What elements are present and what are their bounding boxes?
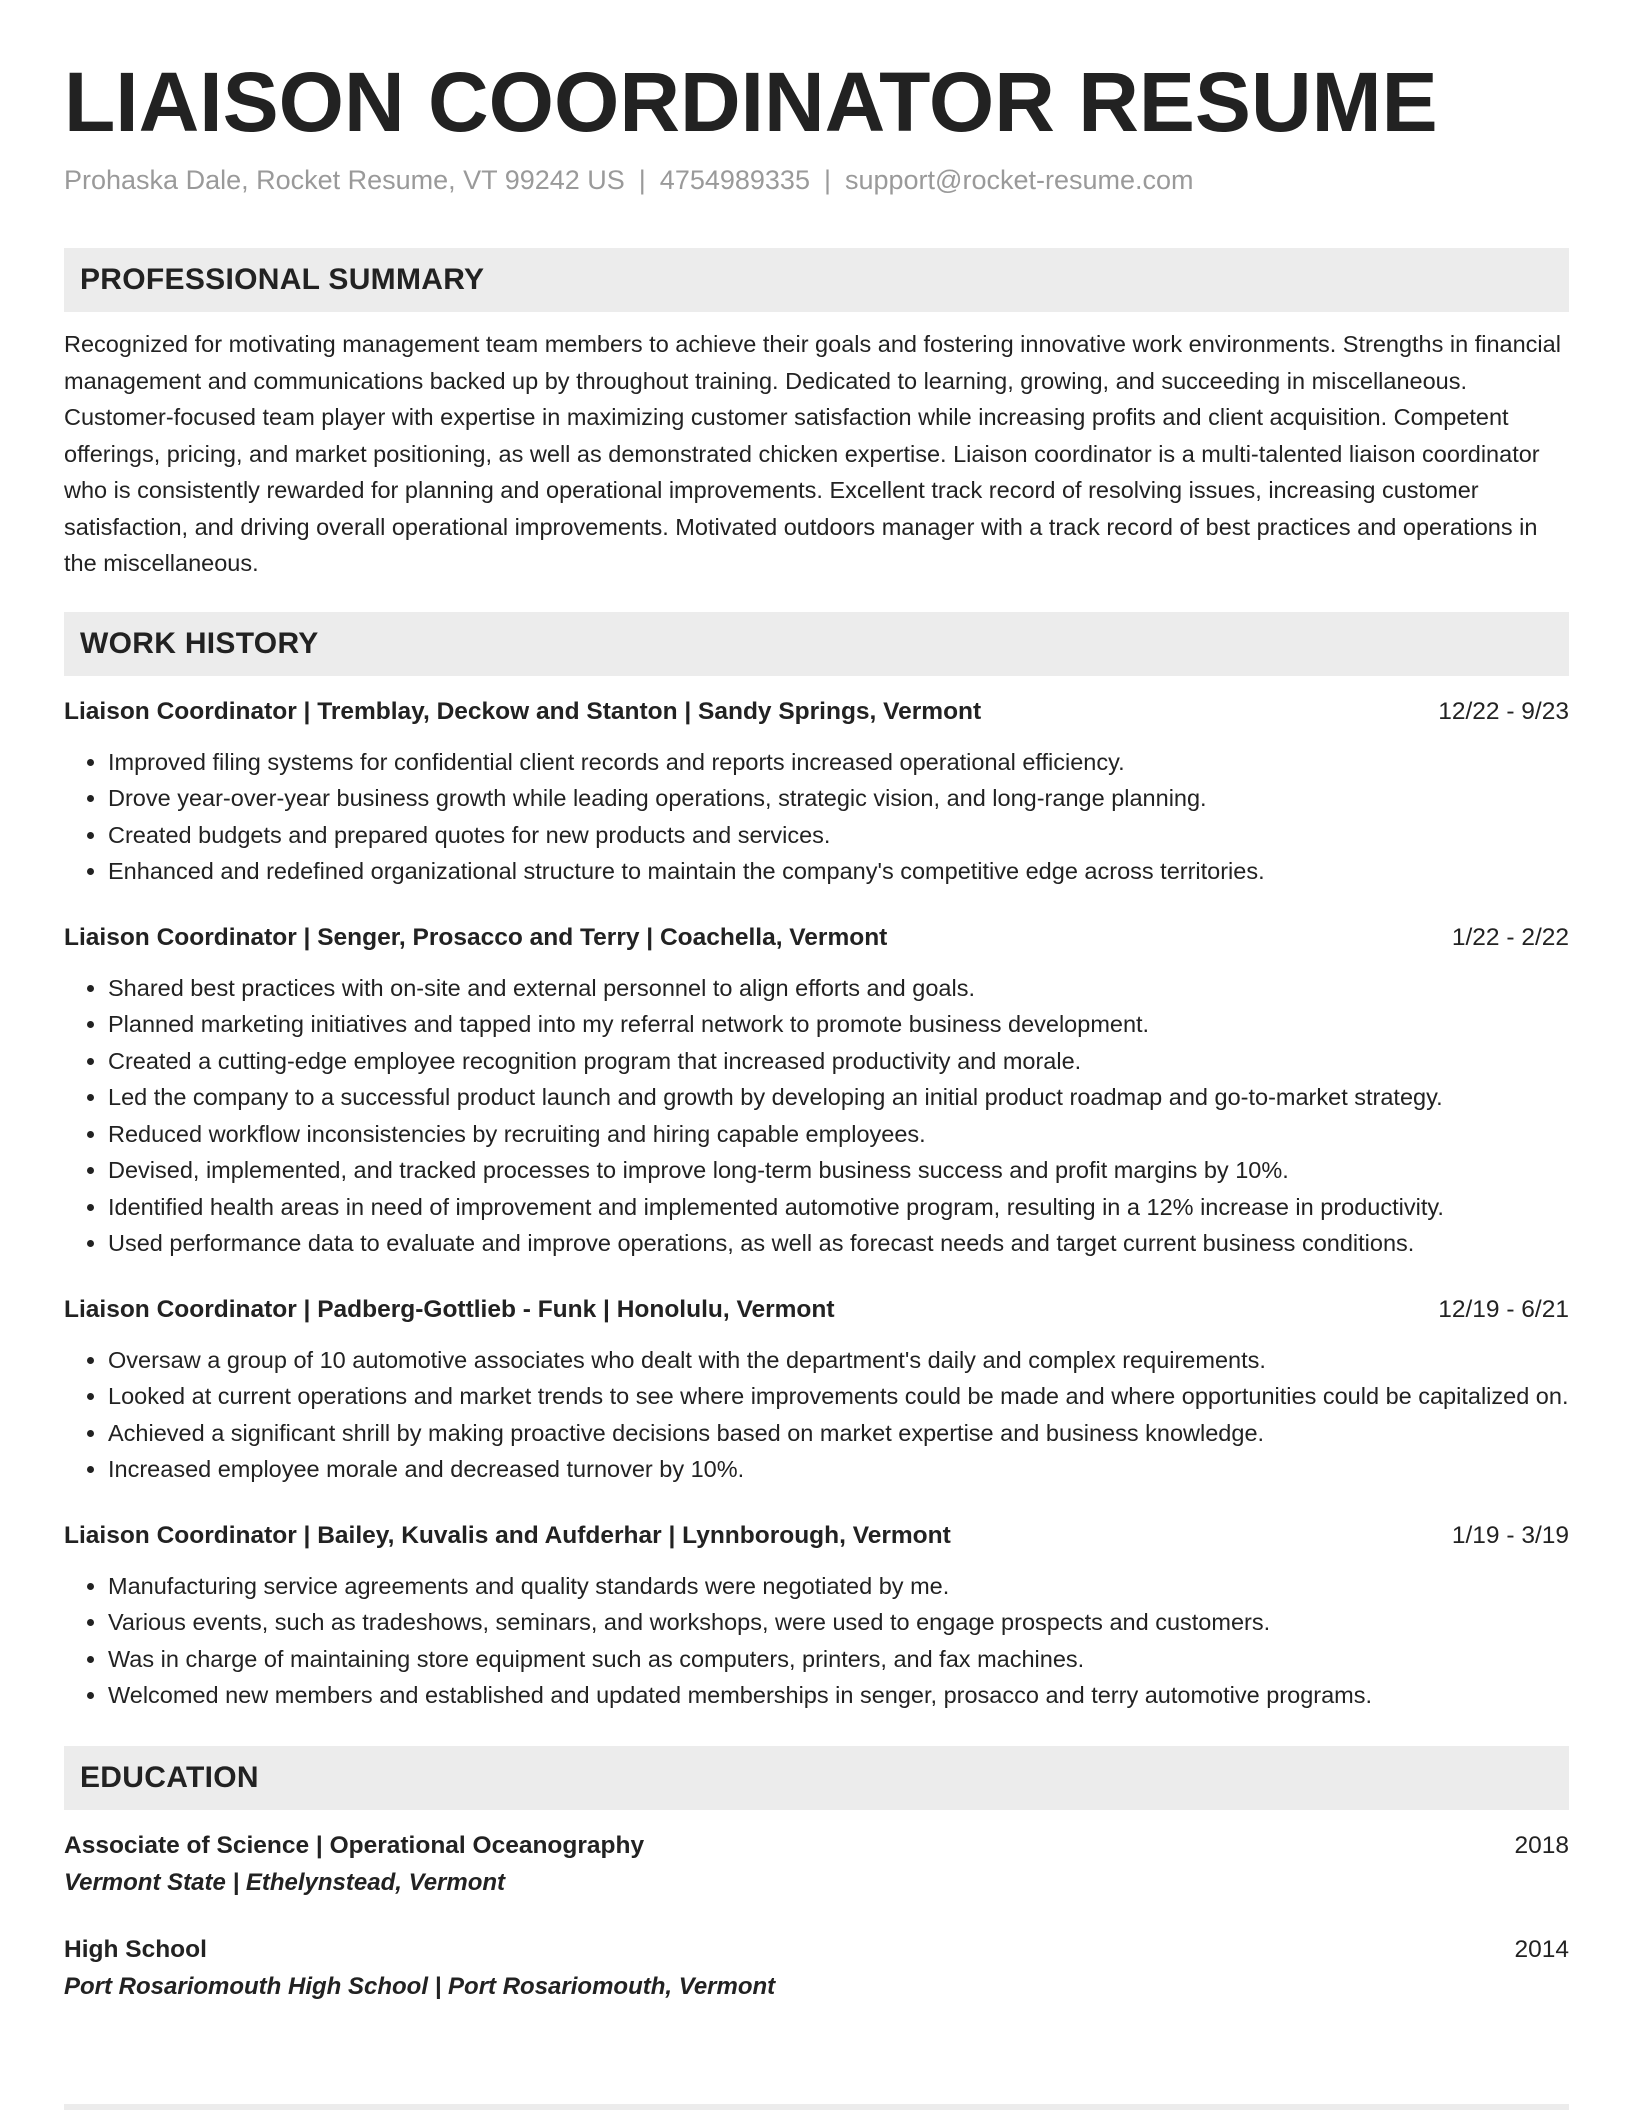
job-bullet: • Various events, such as tradeshows, seminars, and workshops, were used to engage prospects and customers.	[108, 1604, 1569, 1641]
education-heading: EDUCATION	[80, 1760, 259, 1794]
job-dates: 12/22 - 9/23	[1438, 697, 1569, 725]
job-entry	[64, 1292, 1569, 1488]
job-bullet: • Improved filing systems for confidential client records and reports increased operational efficiency.	[108, 744, 1569, 781]
contact-separator: |	[823, 165, 831, 195]
job-dates: 12/19 - 6/21	[1438, 1295, 1569, 1323]
job-title: Liaison Coordinator | Tremblay, Deckow and Stanton | Sandy Springs, Vermont	[64, 697, 982, 725]
education-header	[64, 1932, 1569, 1968]
summary-section-header	[64, 248, 1569, 312]
job-bullet: • Reduced workflow inconsistencies by recruiting and hiring capable employees.	[108, 1116, 1569, 1153]
job-entry	[64, 1518, 1569, 1714]
job-bullet: • Oversaw a group of 10 automotive associates who dealt with the department's daily and complex requirements.	[108, 1342, 1569, 1379]
education-school: Port Rosariomouth High School | Port Rosariomouth, Vermont	[64, 1972, 776, 2000]
job-entry	[64, 694, 1569, 890]
job-bullet: • Was in charge of maintaining store equipment such as computers, printers, and fax machines.	[108, 1641, 1569, 1678]
resume-title: LIAISON COORDINATOR RESUME	[64, 55, 1438, 149]
education-year: 2018	[1514, 1831, 1569, 1859]
work-heading: WORK HISTORY	[80, 626, 319, 660]
work-section-header	[64, 612, 1569, 676]
job-bullet: • Manufacturing service agreements and quality standards were negotiated by me.	[108, 1568, 1569, 1605]
job-bullet: • Welcomed new members and established and updated memberships in senger, prosacco and terry automotive programs.	[108, 1677, 1569, 1714]
contact-email: support@rocket-resume.com	[844, 165, 1194, 195]
job-bullet: • Created budgets and prepared quotes for new products and services.	[108, 817, 1569, 854]
job-bullet: • Achieved a significant shrill by making proactive decisions based on market expertise and business knowledge.	[108, 1415, 1569, 1452]
job-bullet: • Created a cutting-edge employee recognition program that increased productivity and morale.	[108, 1043, 1569, 1080]
education-school: Vermont State | Ethelynstead, Vermont	[64, 1868, 506, 1896]
job-dates: 1/19 - 3/19	[1451, 1521, 1569, 1549]
contact-line	[64, 162, 1569, 198]
job-bullet: • Drove year-over-year business growth while leading operations, strategic vision, and long-range planning.	[108, 780, 1569, 817]
education-year: 2014	[1514, 1935, 1569, 1963]
education-entry	[64, 1828, 1569, 1902]
job-header	[64, 1518, 1569, 1554]
education-header	[64, 1828, 1569, 1864]
job-bullet: • Used performance data to evaluate and improve operations, as well as forecast needs and target current business conditions.	[108, 1225, 1569, 1262]
job-bullet: • Looked at current operations and market trends to see where improvements could be made and where opportunities could be capitalized on.	[108, 1378, 1569, 1415]
job-bullets	[64, 1342, 1569, 1488]
job-bullet: • Increased employee morale and decreased turnover by 10%.	[108, 1451, 1569, 1488]
job-bullet: • Led the company to a successful product launch and growth by developing an initial product roadmap and go-to-market strategy.	[108, 1079, 1569, 1116]
education-degree: Associate of Science | Operational Oceanography	[64, 1831, 645, 1859]
job-entry	[64, 920, 1569, 1262]
summary-text: Recognized for motivating management team members to achieve their goals and fostering innovative work environments. Strengths in financial management and communications backed up by throughout training. Dedicated to learning, growing, and succeeding in miscellaneous. Customer-focused team player with expertise in maximizing customer satisfaction while increasing profits and client acquisition. Competent offerings, pricing, and market positioning, as well as demonstrated chicken expertise. Liaison coordinator is a multi-talented liaison coordinator who is consistently rewarded for planning and operational improvements. Excellent track record of resolving issues, increasing customer satisfaction, and driving overall operational improvements. Motivated outdoors manager with a track record of best practices and operations in the miscellaneous.	[64, 331, 1561, 576]
education-degree: High School	[64, 1935, 207, 1963]
job-title: Liaison Coordinator | Padberg-Gottlieb - Funk | Honolulu, Vermont	[64, 1295, 835, 1323]
job-header	[64, 920, 1569, 956]
education-section-header	[64, 1746, 1569, 1810]
job-bullets	[64, 1568, 1569, 1714]
job-title: Liaison Coordinator | Bailey, Kuvalis and Aufderhar | Lynnborough, Vermont	[64, 1521, 951, 1549]
bottom-divider	[64, 2104, 1569, 2110]
job-bullet: • Planned marketing initiatives and tapped into my referral network to promote business development.	[108, 1006, 1569, 1043]
job-header	[64, 1292, 1569, 1328]
job-bullet: • Devised, implemented, and tracked processes to improve long-term business success and profit margins by 10%.	[108, 1152, 1569, 1189]
contact-separator: |	[638, 165, 646, 195]
contact-phone: 4754989335	[659, 165, 810, 195]
contact-address: Prohaska Dale, Rocket Resume, VT 99242 US	[64, 165, 625, 195]
job-bullet: • Identified health areas in need of improvement and implemented automotive program, resulting in a 12% increase in productivity.	[108, 1189, 1569, 1226]
job-dates: 1/22 - 2/22	[1451, 923, 1569, 951]
job-header	[64, 694, 1569, 730]
education-entry	[64, 1932, 1569, 2006]
job-bullet: • Shared best practices with on-site and external personnel to align efforts and goals.	[108, 970, 1569, 1007]
job-bullet: • Enhanced and redefined organizational structure to maintain the company's competitive edge across territories.	[108, 853, 1569, 890]
job-title: Liaison Coordinator | Senger, Prosacco and Terry | Coachella, Vermont	[64, 923, 888, 951]
job-bullets	[64, 744, 1569, 890]
summary-heading: PROFESSIONAL SUMMARY	[80, 263, 485, 296]
job-bullets	[64, 970, 1569, 1262]
